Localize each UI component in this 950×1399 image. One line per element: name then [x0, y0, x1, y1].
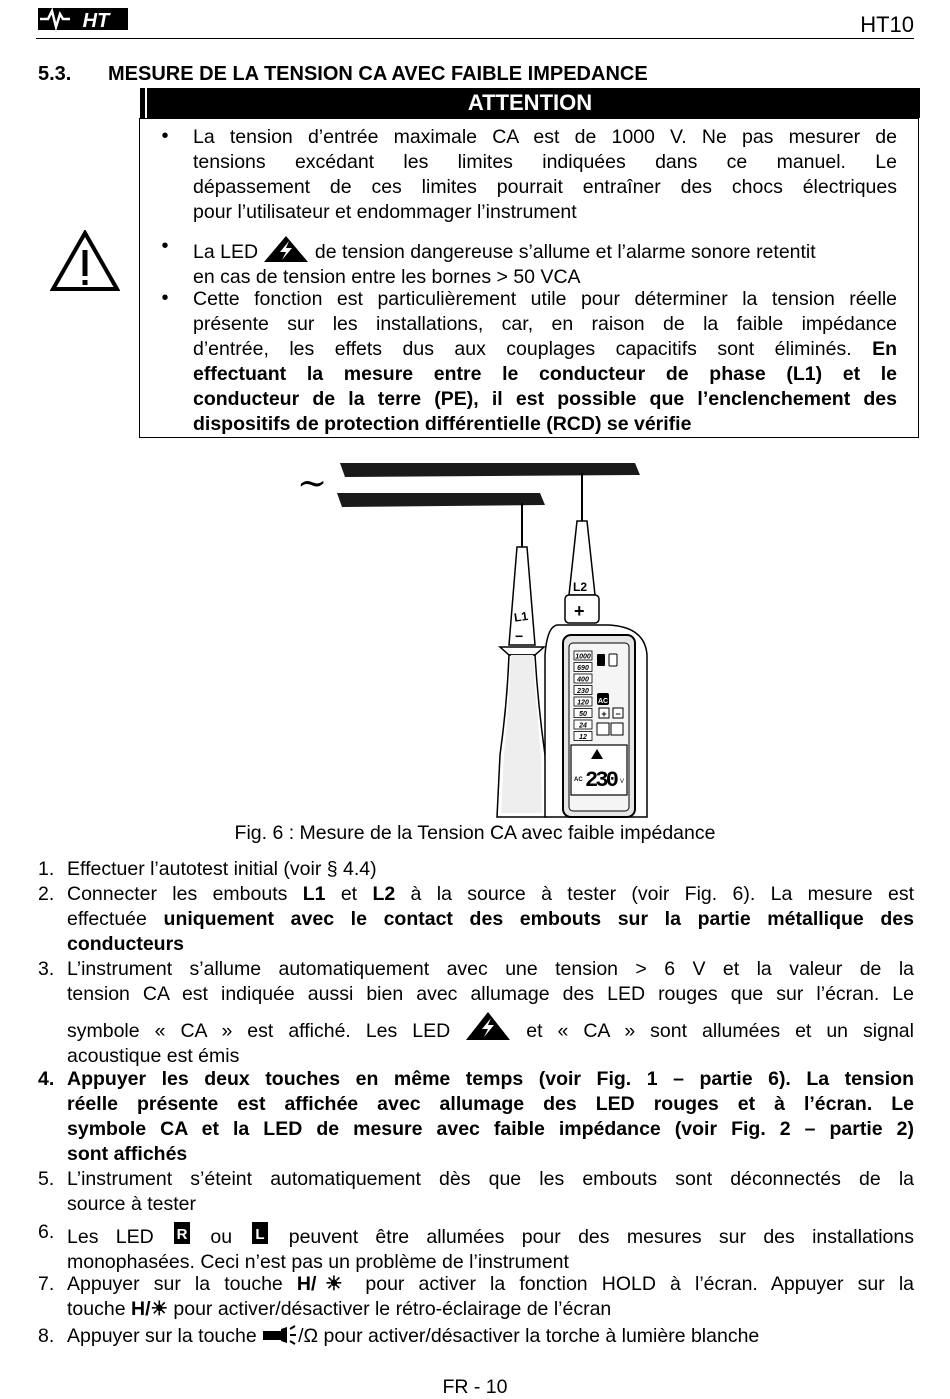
step-8: 8. Appuyer sur la touche /Ω pour activer/désactiver la torche à lumière blanche: [38, 1325, 760, 1347]
hazard-led-icon: [263, 235, 309, 263]
step-5: 5. L’instrument s’éteint automatiquement dès que les embouts sont déconnectés de la source à tester: [38, 1168, 914, 1215]
warning-bullet-2: La LED de tension dangereuse s’allume et l’alarme sonore retentit en cas de tension entre les bornes > 50 VCA: [193, 235, 897, 290]
hazard-led-icon: [465, 1011, 511, 1041]
led-label-50: 50: [579, 711, 587, 718]
section-title: MESURE DE LA TENSION CA AVEC FAIBLE IMPEDANCE: [108, 63, 648, 85]
attention-banner: [140, 88, 920, 118]
section-number: 5.3.: [38, 63, 72, 85]
attention-label: ATTENTION: [467, 90, 593, 115]
figure-caption: Fig. 6 : Mesure de la Tension CA avec faible impédance: [234, 822, 716, 844]
led-ac-label: AC: [597, 698, 609, 705]
step-1: 1. Effectuer l’autotest initial (voir § 4.4): [38, 858, 377, 880]
model-name: HT10: [860, 12, 914, 37]
step-3: 3. L’instrument s’allume automatiquement avec une tension > 6 V et la valeur de la tension CA est indiquée aussi bien avec allumage des LED rouges que sur l’écran. Le symbole « CA » est affiché. Les LED et « CA » sont allumées et un signal acoustique est émis: [38, 958, 914, 1067]
svg-text:R: R: [176, 1226, 188, 1243]
svg-text:L: L: [255, 1226, 265, 1243]
backlight-icon: ☀: [150, 1298, 168, 1320]
svg-text:+: +: [601, 709, 607, 719]
step-2: 2. Connecter les embouts L1 et L2 à la source à tester (voir Fig. 6). La mesure est effectuée uniquement avec le contact des embouts sur la partie métallique des conducteurs: [38, 883, 914, 955]
lcd-unit: V: [620, 779, 625, 785]
bullet-2-dot: •: [161, 235, 169, 257]
warning-bullet-3: Cette fonction est particulièrement utile pour déterminer la tension réelle présente sur les installations, car, en raison de la faible impédance d’entrée, les effets dus aux couplages capacitifs sont éliminés. En effectuant la mesure entre le conducteur de phase (L1) et le conducteur de la terre (PE), il est possible que l’enclenchement des dispositifs de protection différentielle (RCD) se vérifie: [193, 288, 897, 435]
lcd-value: 230: [585, 768, 619, 793]
ht-logo: [38, 2, 128, 34]
lcd-display: [571, 745, 627, 795]
led-label-120: 120: [577, 699, 589, 707]
backlight-icon: ☀: [316, 1273, 352, 1295]
probe-l1-minus: −: [515, 628, 524, 644]
page-number: FR - 10: [442, 1376, 508, 1398]
led-label-12: 12: [579, 734, 587, 741]
conductor-lower: [337, 493, 545, 507]
header-divider: [36, 38, 914, 39]
brand-text: HT: [82, 10, 110, 32]
led-label-690: 690: [577, 665, 589, 672]
phase-r-led-icon: [171, 1220, 193, 1246]
tilde-symbol: ~: [297, 463, 328, 504]
step-6: 6. Les LED R ou L peuvent être allumées pour des mesures sur des installations monophasées. Ceci n’est pas un problème de l’instrument: [38, 1221, 914, 1273]
probe-l2-label: L2: [573, 580, 588, 594]
conductor-upper: [340, 463, 640, 477]
svg-text:−: −: [615, 709, 621, 719]
warning-triangle-icon: [50, 230, 120, 292]
lcd-ac-label: AC: [574, 777, 583, 783]
probe-l2-plus: +: [574, 601, 585, 621]
led-label-400: 400: [577, 676, 589, 684]
section-heading: [38, 63, 648, 86]
figure-measurement-illustration: [295, 455, 655, 820]
probe-l1-label: L1: [513, 608, 529, 625]
step-4: 4. Appuyer les deux touches en même temps (voir Fig. 1 – partie 6). La tension réelle présente est affichée avec allumage des LED rouges et à l’écran. Le symbole CA et la LED de mesure avec faible impédance (voir Fig. 2 – partie 2) sont affichés: [38, 1068, 914, 1165]
led-label-230: 230: [577, 688, 589, 695]
step-7: 7. Appuyer sur la touche H/☀ pour activer la fonction HOLD à l’écran. Appuyer sur la touche H/☀ pour activer/désactiver le rétro-éclairage de l’écran: [38, 1273, 914, 1320]
led-label-24: 24: [579, 722, 587, 730]
torch-icon: [262, 1325, 298, 1345]
led-label-1000: 1000: [575, 653, 591, 661]
phase-l-led-icon: [249, 1220, 271, 1246]
warning-bullet-1: La tension d’entrée maximale CA est de 1000 V. Ne pas mesurer de tensions excédant les limites indiquées dans ce manuel. Le dépassement de ces limites pourrait entraîner des chocs électriques pour l’utilisateur et endommager l’instrument: [193, 126, 897, 223]
bullet-3-dot: •: [161, 287, 169, 309]
bullet-1-dot: •: [161, 125, 169, 147]
